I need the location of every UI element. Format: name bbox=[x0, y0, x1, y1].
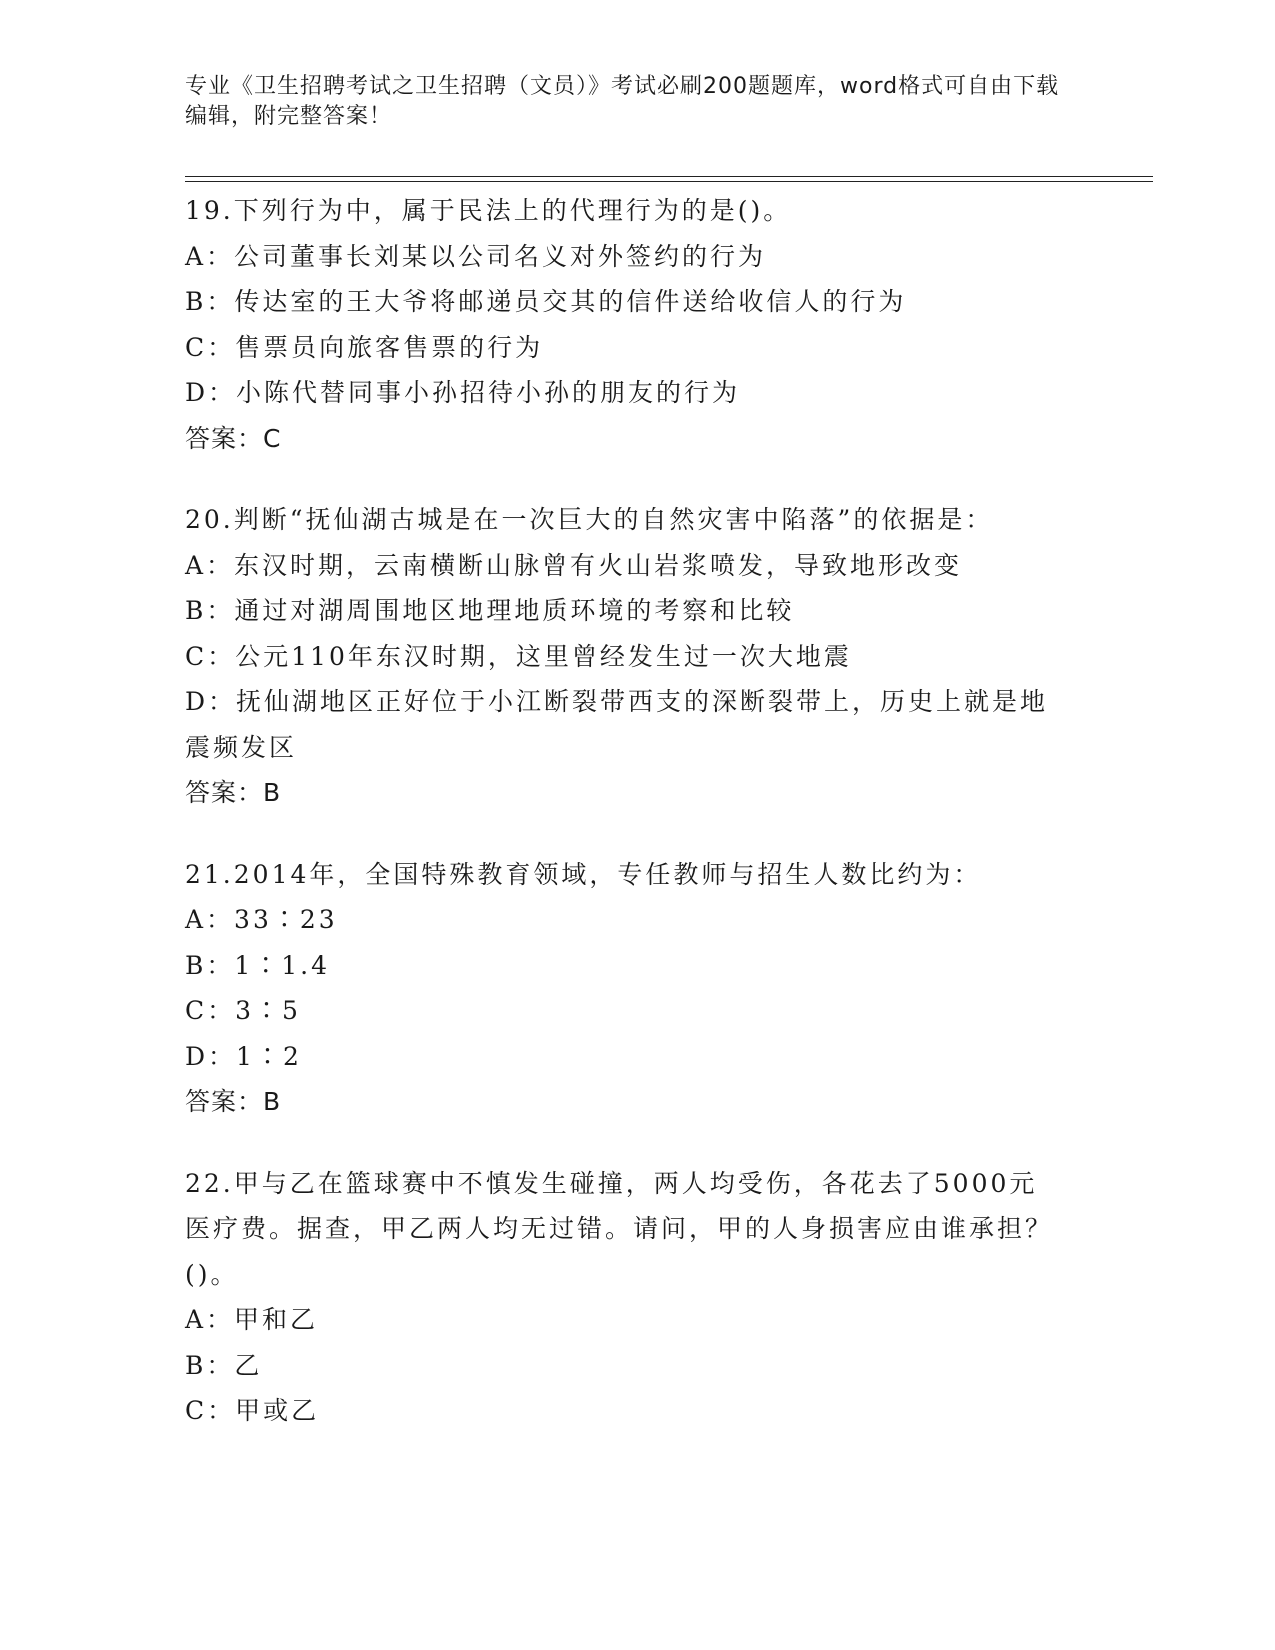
option-d: D：1∶2 bbox=[185, 1041, 302, 1071]
option-c: C：甲或乙 bbox=[185, 1396, 320, 1425]
question-stem: 19.下列行为中，属于民法上的代理行为的是()。 bbox=[185, 196, 792, 225]
answer: 答案：B bbox=[185, 1087, 282, 1116]
option-c: C：售票员向旅客售票的行为 bbox=[185, 332, 544, 362]
option-d: D：小陈代替同事小孙招待小孙的朋友的行为 bbox=[185, 378, 741, 407]
question-22 bbox=[185, 1161, 1085, 1434]
question-stem: 21.2014年，全国特殊教育领域，专任教师与招生人数比约为： bbox=[185, 859, 982, 889]
question-stem: 22.甲与乙在篮球赛中不慎发生碰撞，两人均受伤，各花去了5000元医疗费。据查，甲乙两人均无过错。请问，甲的人身损害应由谁承担？()。 bbox=[185, 1168, 1054, 1289]
option-b: B：传达室的王大爷将邮递员交其的信件送给收信人的行为 bbox=[185, 287, 907, 316]
question-21 bbox=[185, 852, 1085, 1125]
option-b: B：乙 bbox=[185, 1350, 263, 1380]
option-a: A：东汉时期，云南横断山脉曾有火山岩浆喷发，导致地形改变 bbox=[185, 550, 963, 580]
question-stem: 20.判断“抚仙湖古城是在一次巨大的自然灾害中陷落”的依据是： bbox=[185, 505, 994, 534]
option-c: C：公元110年东汉时期，这里曾经发生过一次大地震 bbox=[185, 641, 852, 671]
option-a: A：甲和乙 bbox=[185, 1305, 319, 1334]
option-a: A：公司董事长刘某以公司名义对外签约的行为 bbox=[185, 241, 767, 271]
header-divider-bottom bbox=[185, 181, 1153, 182]
question-20 bbox=[185, 497, 1085, 816]
document-header: 专业《卫生招聘考试之卫生招聘（文员）》考试必刷200题题库，word格式可自由下载编辑，附完整答案！ bbox=[185, 74, 1060, 129]
header-divider-top bbox=[185, 176, 1153, 177]
question-list bbox=[185, 188, 1085, 1470]
option-d: D：抚仙湖地区正好位于小江断裂带西支的深断裂带上，历史上就是地震频发区 bbox=[185, 687, 1049, 762]
option-b: B：1∶1.4 bbox=[185, 950, 331, 980]
option-b: B：通过对湖周围地区地理地质环境的考察和比较 bbox=[185, 596, 795, 625]
option-a: A：33∶23 bbox=[185, 905, 338, 934]
answer: 答案：B bbox=[185, 778, 282, 807]
answer: 答案：C bbox=[185, 423, 282, 453]
question-19 bbox=[185, 188, 1085, 461]
option-c: C：3∶5 bbox=[185, 996, 301, 1025]
